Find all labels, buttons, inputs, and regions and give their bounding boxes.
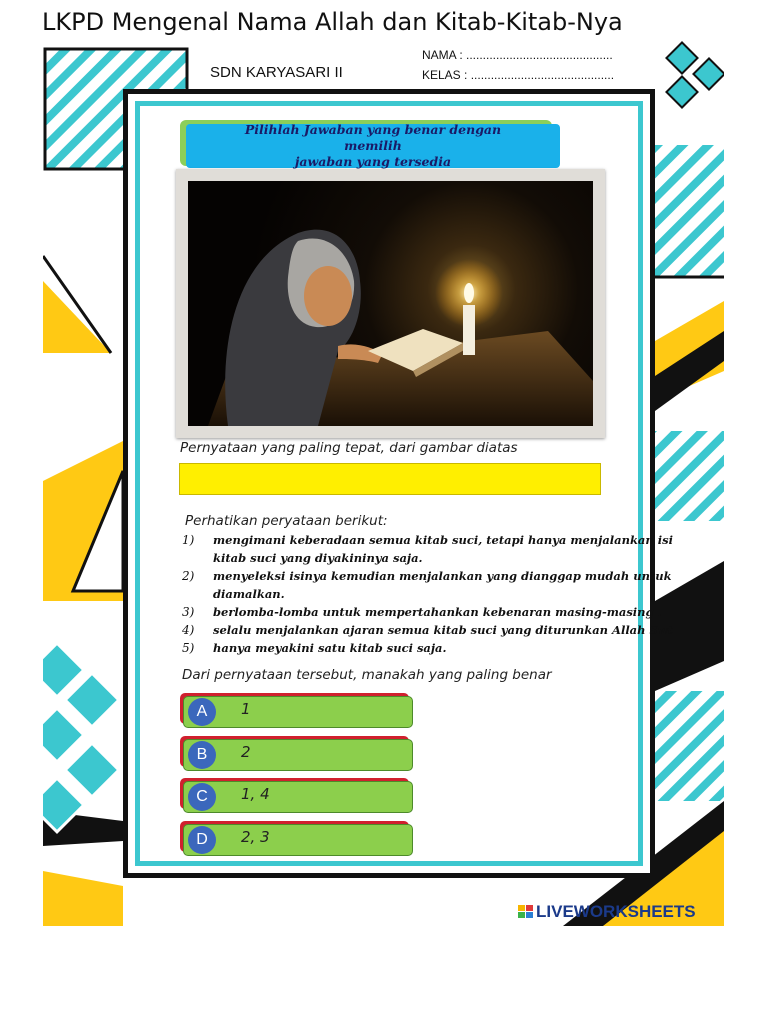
class-field[interactable]: KELAS : ...........................................: [422, 68, 615, 82]
brand-text: LIVEWORKSHEETS: [536, 902, 696, 921]
option-background: [183, 696, 413, 728]
option-b-button[interactable]: [180, 738, 413, 771]
option-letter: B: [188, 741, 216, 769]
instruction-text: [223, 122, 523, 170]
option-c-button[interactable]: [180, 780, 413, 813]
statement-number: 2): [182, 569, 195, 583]
statement-text: kitab suci yang diyakininya saja.: [213, 551, 423, 565]
option-value: 1: [241, 700, 251, 718]
option-background: [183, 781, 413, 813]
liveworksheets-icon: [518, 905, 534, 919]
instruction-line-2: jawaban yang tersedia: [294, 154, 452, 169]
statement-number: 3): [182, 605, 195, 619]
option-value: 2: [241, 743, 251, 761]
option-value: 2, 3: [241, 828, 270, 846]
statement-number: 4): [182, 623, 195, 637]
instruction-line-1: Pilihlah Jawaban yang benar dengan memilih: [244, 122, 502, 153]
statement-text: berlomba-lomba untuk mempertahankan kebenaran masing-masing .: [213, 605, 662, 619]
statement-text: mengimani keberadaan semua kitab suci, tetapi hanya menjalankan isi: [213, 533, 673, 547]
option-letter: D: [188, 826, 216, 854]
name-field[interactable]: NAMA : ............................................: [422, 48, 613, 62]
option-a-button[interactable]: [180, 695, 413, 728]
statements-intro: Perhatikan peryataan berikut:: [185, 513, 388, 529]
option-letter: A: [188, 698, 216, 726]
statement-text: selalu menjalankan ajaran semua kitab suci yang diturunkan Allah Swt: [213, 623, 674, 637]
statement-text: menyeleksi isinya kemudian menjalankan yang dianggap mudah untuk: [213, 569, 672, 583]
page-title: LKPD Mengenal Nama Allah dan Kitab-Kitab-Nya: [42, 8, 623, 36]
photo-illustration: [188, 181, 593, 426]
option-letter: C: [188, 783, 216, 811]
question-2-prompt: Dari pernyataan tersebut, manakah yang paling benar: [182, 667, 552, 683]
option-value: 1, 4: [241, 785, 270, 803]
instruction-banner: [186, 124, 560, 168]
option-d-button[interactable]: [180, 823, 413, 856]
statement-text: hanya meyakini satu kitab suci saja.: [213, 641, 447, 655]
statement-text: diamalkan.: [213, 587, 285, 601]
option-background: [183, 739, 413, 771]
answer-input[interactable]: [179, 463, 601, 495]
liveworksheets-logo: [518, 902, 696, 922]
school-name: SDN KARYASARI II: [210, 64, 343, 81]
girl-reading-quran-photo: [188, 181, 593, 426]
question-1-prompt: Pernyataan yang paling tepat, dari gambar diatas: [180, 440, 518, 456]
statement-number: 1): [182, 533, 195, 547]
statement-number: 5): [182, 641, 195, 655]
option-background: [183, 824, 413, 856]
